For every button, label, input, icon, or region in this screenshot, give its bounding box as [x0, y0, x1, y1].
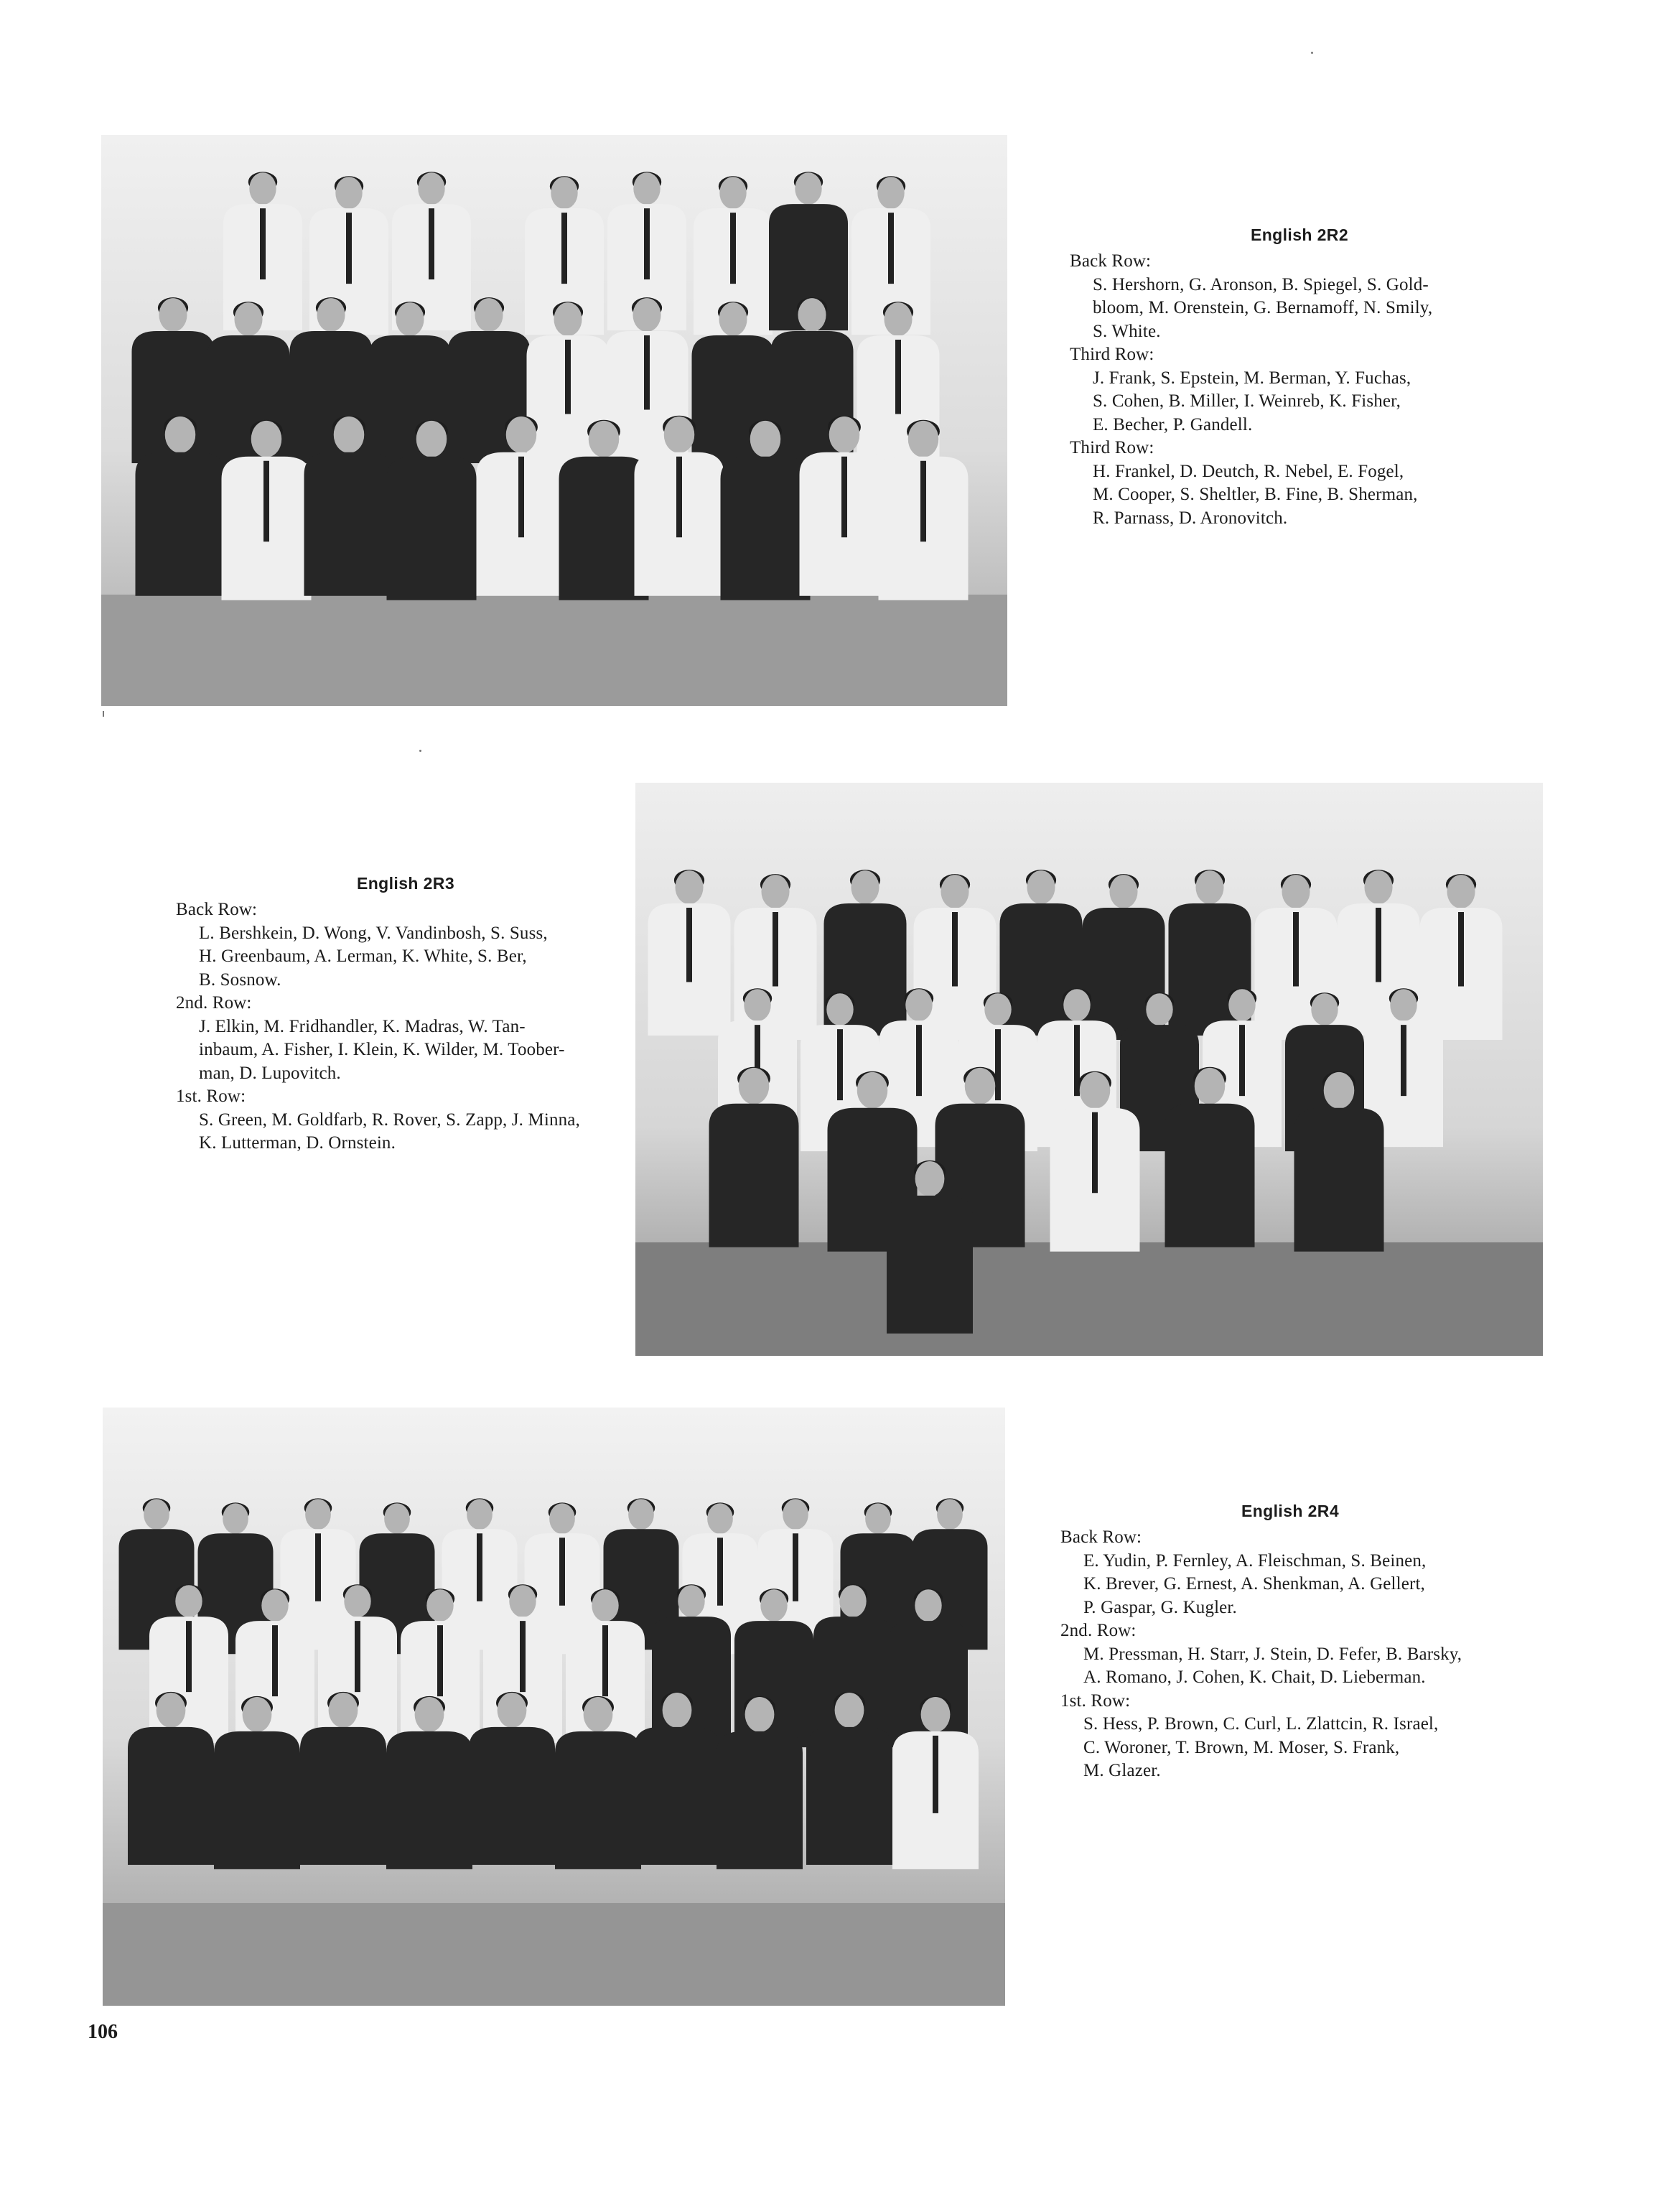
tie-shape	[676, 457, 682, 538]
tie-shape	[730, 213, 736, 284]
row-names-line: H. Greenbaum, A. Lerman, K. White, S. Ber,	[199, 947, 527, 966]
face-shape	[416, 421, 447, 457]
body-shape	[1165, 1104, 1255, 1247]
row-names-line: M. Glazer.	[1083, 1761, 1161, 1780]
body-shape	[734, 1621, 813, 1747]
face-shape	[506, 417, 537, 453]
face-shape	[678, 1585, 704, 1617]
face-shape	[839, 1585, 866, 1617]
face-shape	[663, 1693, 692, 1728]
body-shape	[300, 1727, 386, 1865]
tie-shape	[559, 1538, 565, 1606]
face-shape	[826, 993, 853, 1025]
tie-shape	[933, 1736, 938, 1813]
row-names-line: P. Gaspar, G. Kugler.	[1083, 1597, 1237, 1617]
row-label: Back Row:	[176, 900, 258, 919]
row-label: 1st. Row:	[176, 1087, 246, 1106]
row-names-line: man, D. Lupovitch.	[199, 1063, 341, 1083]
face-shape	[1282, 875, 1310, 908]
face-shape	[157, 1693, 186, 1728]
face-shape	[628, 1499, 654, 1530]
face-shape	[467, 1499, 493, 1530]
tie-shape	[355, 1621, 360, 1692]
face-shape	[344, 1585, 370, 1617]
caption-english-2r4	[1060, 1499, 1520, 1783]
row-names-line: B. Sosnow.	[199, 969, 281, 990]
face-shape	[1195, 1068, 1226, 1104]
tie-shape	[920, 461, 926, 542]
class-title: English 2R2	[1250, 225, 1349, 244]
face-shape	[877, 177, 904, 209]
tie-shape	[518, 457, 524, 538]
face-shape	[984, 993, 1011, 1025]
tie-shape	[888, 213, 894, 284]
face-shape	[829, 417, 860, 453]
body-shape	[214, 1731, 300, 1869]
body-shape	[387, 457, 477, 600]
class-title: English 2R4	[1241, 1502, 1340, 1520]
face-shape	[664, 417, 695, 453]
face-shape	[795, 172, 821, 205]
face-shape	[857, 1072, 888, 1109]
body-shape	[128, 1727, 214, 1865]
face-shape	[509, 1585, 536, 1617]
face-shape	[965, 1068, 996, 1104]
face-shape	[551, 177, 577, 209]
tie-shape	[1239, 1025, 1245, 1096]
face-shape	[305, 1499, 331, 1530]
row-names-line: K. Lutterman, D. Ornstein.	[199, 1133, 396, 1153]
row-names-line: S. Hershorn, G. Aronson, B. Spiegel, S. Gold-	[1093, 274, 1429, 294]
tie-shape	[644, 335, 650, 410]
row-names-line: R. Parnass, D. Aronovitch.	[1093, 508, 1288, 528]
tie-shape	[1293, 912, 1299, 987]
tie-shape	[773, 912, 778, 987]
row-names-line: bloom, M. Orenstein, G. Bernamoff, N. Smily,	[1093, 298, 1433, 317]
row-label: Third Row:	[1070, 438, 1154, 457]
scan-speck	[1311, 52, 1313, 54]
face-shape	[249, 172, 276, 205]
face-shape	[739, 1068, 770, 1104]
row-names-line: A. Romano, J. Cohen, K. Chait, D. Lieberman.	[1083, 1668, 1426, 1687]
face-shape	[1063, 989, 1090, 1021]
tie-shape	[952, 912, 958, 987]
row-label: Back Row:	[1060, 1527, 1142, 1547]
face-shape	[783, 1499, 808, 1530]
face-shape	[234, 302, 262, 336]
face-shape	[589, 421, 620, 457]
row-names-line: E. Becher, P. Gandell.	[1093, 414, 1253, 434]
face-shape	[592, 1589, 618, 1622]
row-label: Third Row:	[1070, 345, 1154, 364]
face-shape	[223, 1503, 248, 1534]
face-shape	[334, 417, 365, 453]
face-shape	[418, 172, 444, 205]
body-shape	[136, 452, 225, 596]
row-names-line: M. Cooper, S. Sheltler, B. Fine, B. Sherman,	[1093, 485, 1418, 504]
face-shape	[937, 1499, 963, 1530]
face-shape	[1146, 993, 1172, 1025]
row-names-line: M. Pressman, H. Starr, J. Stein, D. Fefer, B. Barsky,	[1083, 1644, 1462, 1664]
face-shape	[761, 875, 789, 908]
body-shape	[709, 1104, 799, 1247]
caption-english-2r3	[176, 871, 635, 1155]
face-shape	[851, 870, 879, 904]
tie-shape	[561, 213, 567, 284]
tie-shape	[916, 1025, 922, 1096]
face-shape	[144, 1499, 169, 1530]
face-shape	[1364, 870, 1392, 904]
row-names-line: C. Woroner, T. Brown, M. Moser, S. Frank,	[1083, 1737, 1400, 1757]
tie-shape	[346, 213, 352, 284]
tie-shape	[1376, 908, 1381, 982]
face-shape	[1324, 1072, 1355, 1109]
row-names-line: K. Brever, G. Ernest, A. Shenkman, A. Gellert,	[1083, 1574, 1425, 1594]
face-shape	[745, 1697, 775, 1732]
row-names-line: L. Bershkein, D. Wong, V. Vandinbosh, S. Suss,	[199, 923, 548, 943]
tie-shape	[315, 1533, 321, 1601]
face-shape	[633, 172, 660, 205]
face-shape	[498, 1693, 527, 1728]
face-shape	[415, 1697, 444, 1732]
face-shape	[905, 989, 932, 1021]
face-shape	[475, 298, 503, 332]
face-shape	[175, 1585, 202, 1617]
tie-shape	[272, 1625, 278, 1696]
row-names-line: J. Frank, S. Epstein, M. Berman, Y. Fuchas,	[1093, 368, 1411, 388]
face-shape	[915, 1161, 945, 1196]
row-names-line: S. Cohen, B. Miller, I. Weinreb, K. Fisher,	[1093, 391, 1401, 411]
face-shape	[921, 1697, 951, 1732]
face-shape	[884, 302, 912, 336]
tie-shape	[793, 1533, 798, 1601]
face-shape	[549, 1503, 575, 1534]
class-title: English 2R3	[356, 874, 455, 893]
body-shape	[717, 1731, 803, 1869]
face-shape	[750, 421, 781, 457]
row-names-line: J. Elkin, M. Fridhandler, K. Madras, W. Tan-	[199, 1016, 526, 1036]
scan-speck	[419, 750, 421, 752]
scan-speck	[103, 711, 104, 717]
body-shape	[652, 1617, 731, 1743]
tie-shape	[565, 340, 571, 414]
face-shape	[329, 1693, 358, 1728]
face-shape	[317, 298, 345, 332]
face-shape	[865, 1503, 891, 1534]
row-names-line: H. Frankel, D. Deutch, R. Nebel, E. Fogel,	[1093, 461, 1404, 481]
body-shape	[887, 1196, 973, 1334]
face-shape	[1228, 989, 1255, 1021]
face-shape	[1311, 993, 1338, 1025]
face-shape	[165, 417, 196, 453]
page-number: 106	[88, 2021, 118, 2043]
tie-shape	[895, 340, 901, 414]
row-names-line: E. Yudin, P. Fernley, A. Fleischman, S. Beinen,	[1083, 1550, 1427, 1571]
row-names-line: S. Green, M. Goldfarb, R. Rover, S. Zapp, J. Minna,	[199, 1110, 580, 1130]
caption-english-2r2	[1070, 223, 1529, 530]
row-label: Back Row:	[1070, 251, 1152, 271]
class-photo-english-2r3-image	[635, 783, 1543, 1356]
tie-shape	[260, 208, 266, 279]
face-shape	[243, 1697, 272, 1732]
tie-shape	[477, 1533, 482, 1601]
tie-shape	[686, 908, 692, 982]
face-shape	[1080, 1072, 1111, 1109]
tie-shape	[1401, 1025, 1406, 1096]
face-shape	[633, 298, 661, 332]
face-shape	[835, 1693, 864, 1728]
face-shape	[719, 177, 746, 209]
face-shape	[251, 421, 282, 457]
tie-shape	[717, 1538, 723, 1606]
face-shape	[335, 177, 362, 209]
row-label: 2nd. Row:	[176, 993, 252, 1013]
body-shape	[1294, 1108, 1384, 1252]
body-shape	[634, 1727, 720, 1865]
row-names-line: inbaum, A. Fisher, I. Klein, K. Wilder, M. Toober-	[199, 1040, 565, 1059]
row-label: 2nd. Row:	[1060, 1621, 1137, 1640]
face-shape	[1390, 989, 1417, 1021]
row-label: 1st. Row:	[1060, 1690, 1131, 1711]
class-photo-english-2r2	[101, 135, 1007, 706]
tie-shape	[437, 1625, 443, 1696]
face-shape	[908, 421, 939, 457]
face-shape	[426, 1589, 453, 1622]
face-shape	[384, 1503, 410, 1534]
face-shape	[941, 875, 969, 908]
face-shape	[915, 1589, 941, 1622]
body-shape	[806, 1727, 892, 1865]
row-names-line: S. White.	[1093, 321, 1161, 341]
face-shape	[396, 302, 424, 336]
row-names-line: S. Hess, P. Brown, C. Curl, L. Zlattcin, R. Israel,	[1083, 1714, 1439, 1734]
face-shape	[554, 302, 582, 336]
body-shape	[555, 1731, 641, 1869]
class-photo-english-2r3	[635, 783, 1543, 1356]
face-shape	[707, 1503, 733, 1534]
tie-shape	[644, 208, 650, 279]
face-shape	[675, 870, 703, 904]
body-shape	[304, 452, 394, 596]
face-shape	[584, 1697, 613, 1732]
face-shape	[1109, 875, 1137, 908]
face-shape	[760, 1589, 787, 1622]
face-shape	[744, 989, 770, 1021]
face-shape	[1027, 870, 1055, 904]
tie-shape	[1092, 1112, 1098, 1194]
tie-shape	[1458, 912, 1464, 987]
body-shape	[386, 1731, 472, 1869]
tie-shape	[429, 208, 434, 279]
tie-shape	[520, 1621, 526, 1692]
face-shape	[159, 298, 187, 332]
class-photo-english-2r4	[103, 1408, 1005, 2006]
face-shape	[1195, 870, 1223, 904]
class-photo-english-2r2-image	[101, 135, 1007, 706]
face-shape	[798, 298, 826, 332]
face-shape	[719, 302, 747, 336]
tie-shape	[263, 461, 269, 542]
body-shape	[469, 1727, 555, 1865]
face-shape	[1447, 875, 1475, 908]
tie-shape	[837, 1029, 843, 1100]
tie-shape	[995, 1029, 1001, 1100]
body-shape	[721, 457, 811, 600]
face-shape	[261, 1589, 288, 1622]
tie-shape	[186, 1621, 192, 1692]
tie-shape	[602, 1625, 608, 1696]
class-photo-english-2r4-image	[103, 1408, 1005, 2006]
tie-shape	[841, 457, 847, 538]
